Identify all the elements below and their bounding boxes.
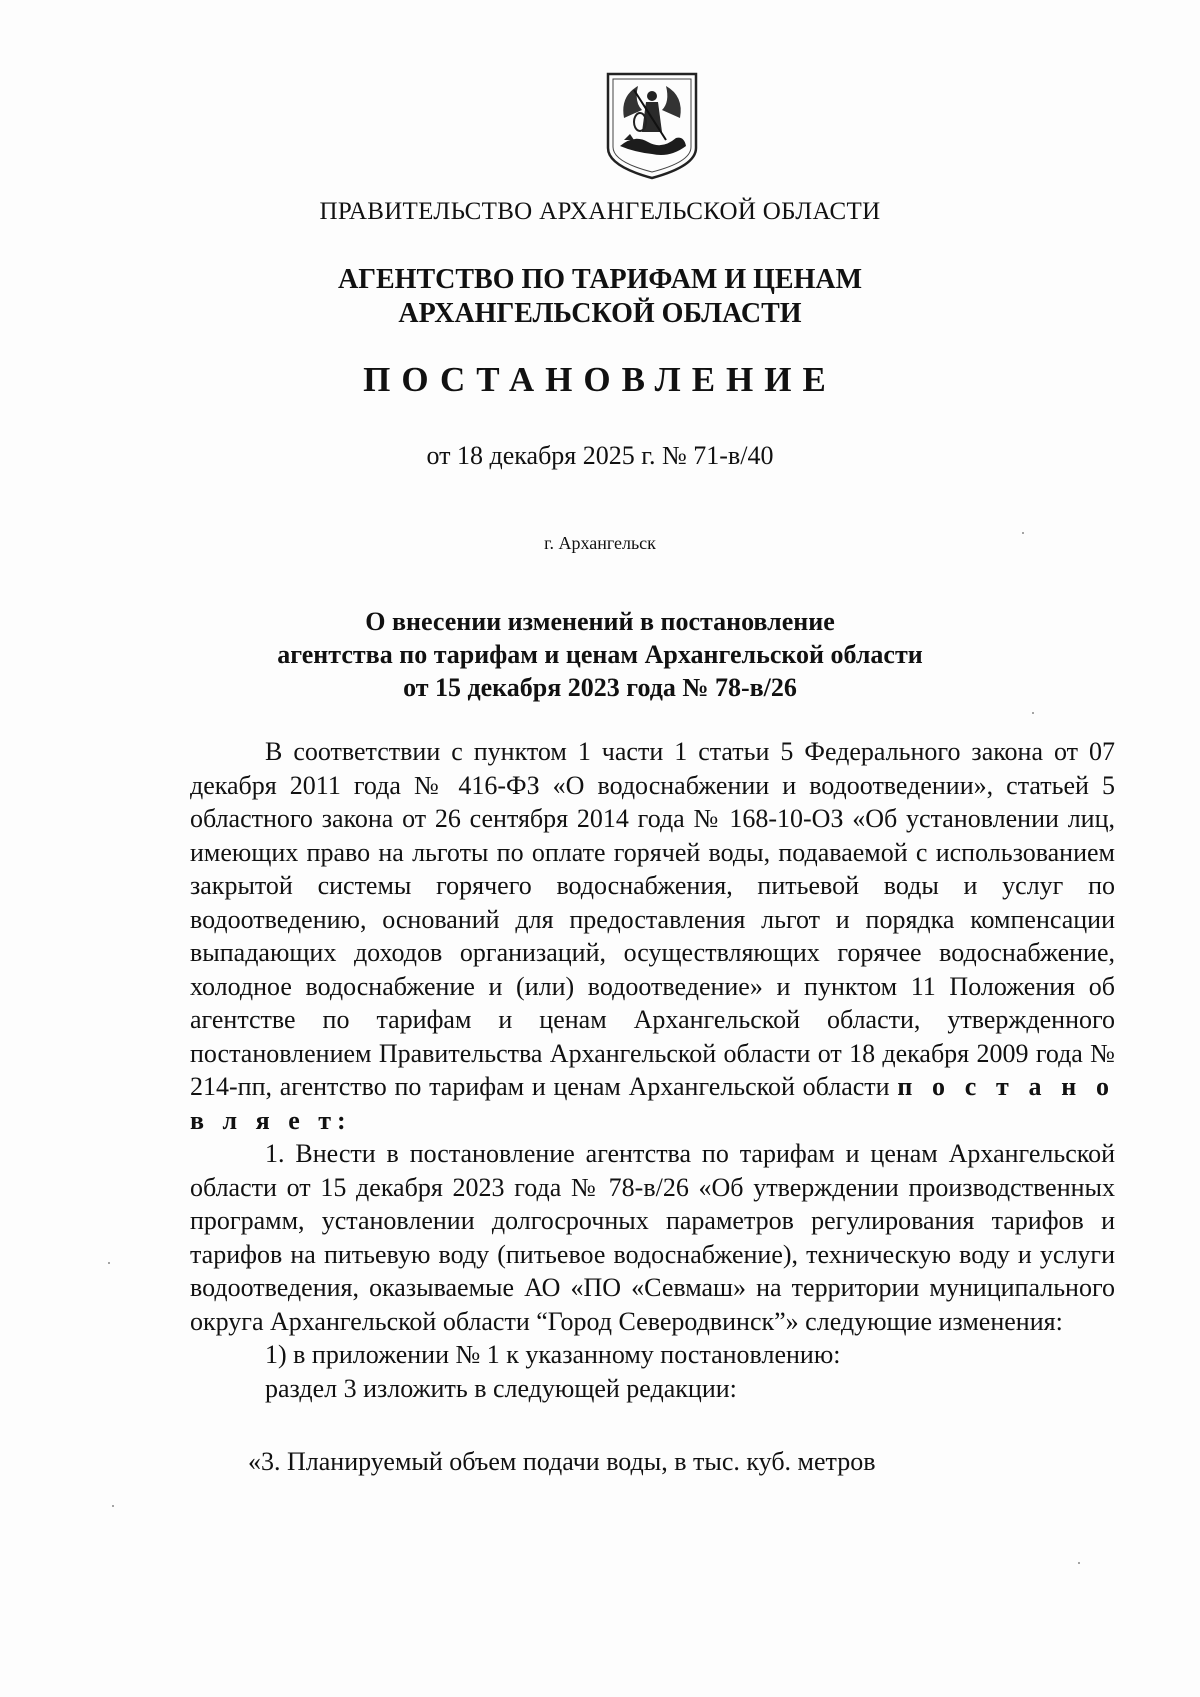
section3-heading: «3. Планируемый объем подачи воды, в тыс. куб. метров xyxy=(248,1447,876,1476)
title-line1: О внесении изменений в постановление xyxy=(365,607,835,636)
scan-speck xyxy=(1032,712,1034,714)
document-city: г. Архангельск xyxy=(544,533,656,553)
government-name: ПРАВИТЕЛЬСТВО АРХАНГЕЛЬСКОЙ ОБЛАСТИ xyxy=(319,198,881,225)
document-date-number: от 18 декабря 2025 г. № 71-в/40 xyxy=(426,441,774,470)
document-type: ПОСТАНОВЛЕНИЕ xyxy=(363,360,837,399)
scan-speck xyxy=(108,1262,110,1264)
preamble-paragraph xyxy=(190,735,1115,1137)
agency-name-line1: АГЕНТСТВО ПО ТАРИФАМ И ЦЕНАМ xyxy=(337,264,863,295)
item1-paragraph: 1. Внести в постановление агентства по тарифам и ценам Архангельской области от 15 декабря 2023 года № 78-в/26 «Об утверждении производственных программ, установлении долгосрочных параметров регулирования тарифов и тарифов на питьевую воду (питьевое водоснабжение), техническую воду и услуги водоотведения, оказываемые АО «ПО «Севмаш» на территории муниципального округа Архангельской области “Город Северодвинск”» следующие изменения: xyxy=(190,1139,1115,1336)
scan-speck xyxy=(1078,1562,1080,1564)
title-line3: от 15 декабря 2023 года № 78-в/26 xyxy=(403,673,797,702)
coat-of-arms-emblem xyxy=(604,70,700,182)
scan-speck xyxy=(1022,532,1024,534)
title-line2: агентства по тарифам и ценам Архангельской области xyxy=(277,640,923,669)
scan-speck xyxy=(112,1505,114,1507)
preamble-text: В соответствии с пунктом 1 части 1 статьи 5 Федерального закона от 07 декабря 2011 года № 416-ФЗ «О водоснабжении и водоотведении», статьей 5 областного закона от 26 сентября 2014 года № 168-10-ОЗ «Об установлении лиц, имеющих право на льготы по оплате горячей воды, подаваемой с использованием закрытой системы горячего водоснабжения, питьевой воды и услуг по водоотведению, оснований для предоставления льгот и порядка компенсации выпадающих доходов организаций, осуществляющих горячее водоснабжение, холодное водоснабжение и (или) водоотведение» и пунктом 11 Положения об агентстве по тарифам и ценам Архангельской области, утвержденного постановлением Правительства Архангельской области от 18 декабря 2009 года № 214-пп, агентство по тарифам и ценам Архангельской области xyxy=(190,737,1115,1101)
resolves-word: п о с т а н о в л я е т: xyxy=(190,1072,1116,1135)
document-body xyxy=(190,735,1115,1479)
document-title xyxy=(0,605,1200,704)
subitem1-text: раздел 3 изложить в следующей редакции: xyxy=(265,1373,737,1403)
agency-name-line2: АРХАНГЕЛЬСКОЙ ОБЛАСТИ xyxy=(398,298,802,329)
subitem1: 1) в приложении № 1 к указанному постановлению: xyxy=(265,1340,841,1369)
agency-name xyxy=(0,263,1200,331)
